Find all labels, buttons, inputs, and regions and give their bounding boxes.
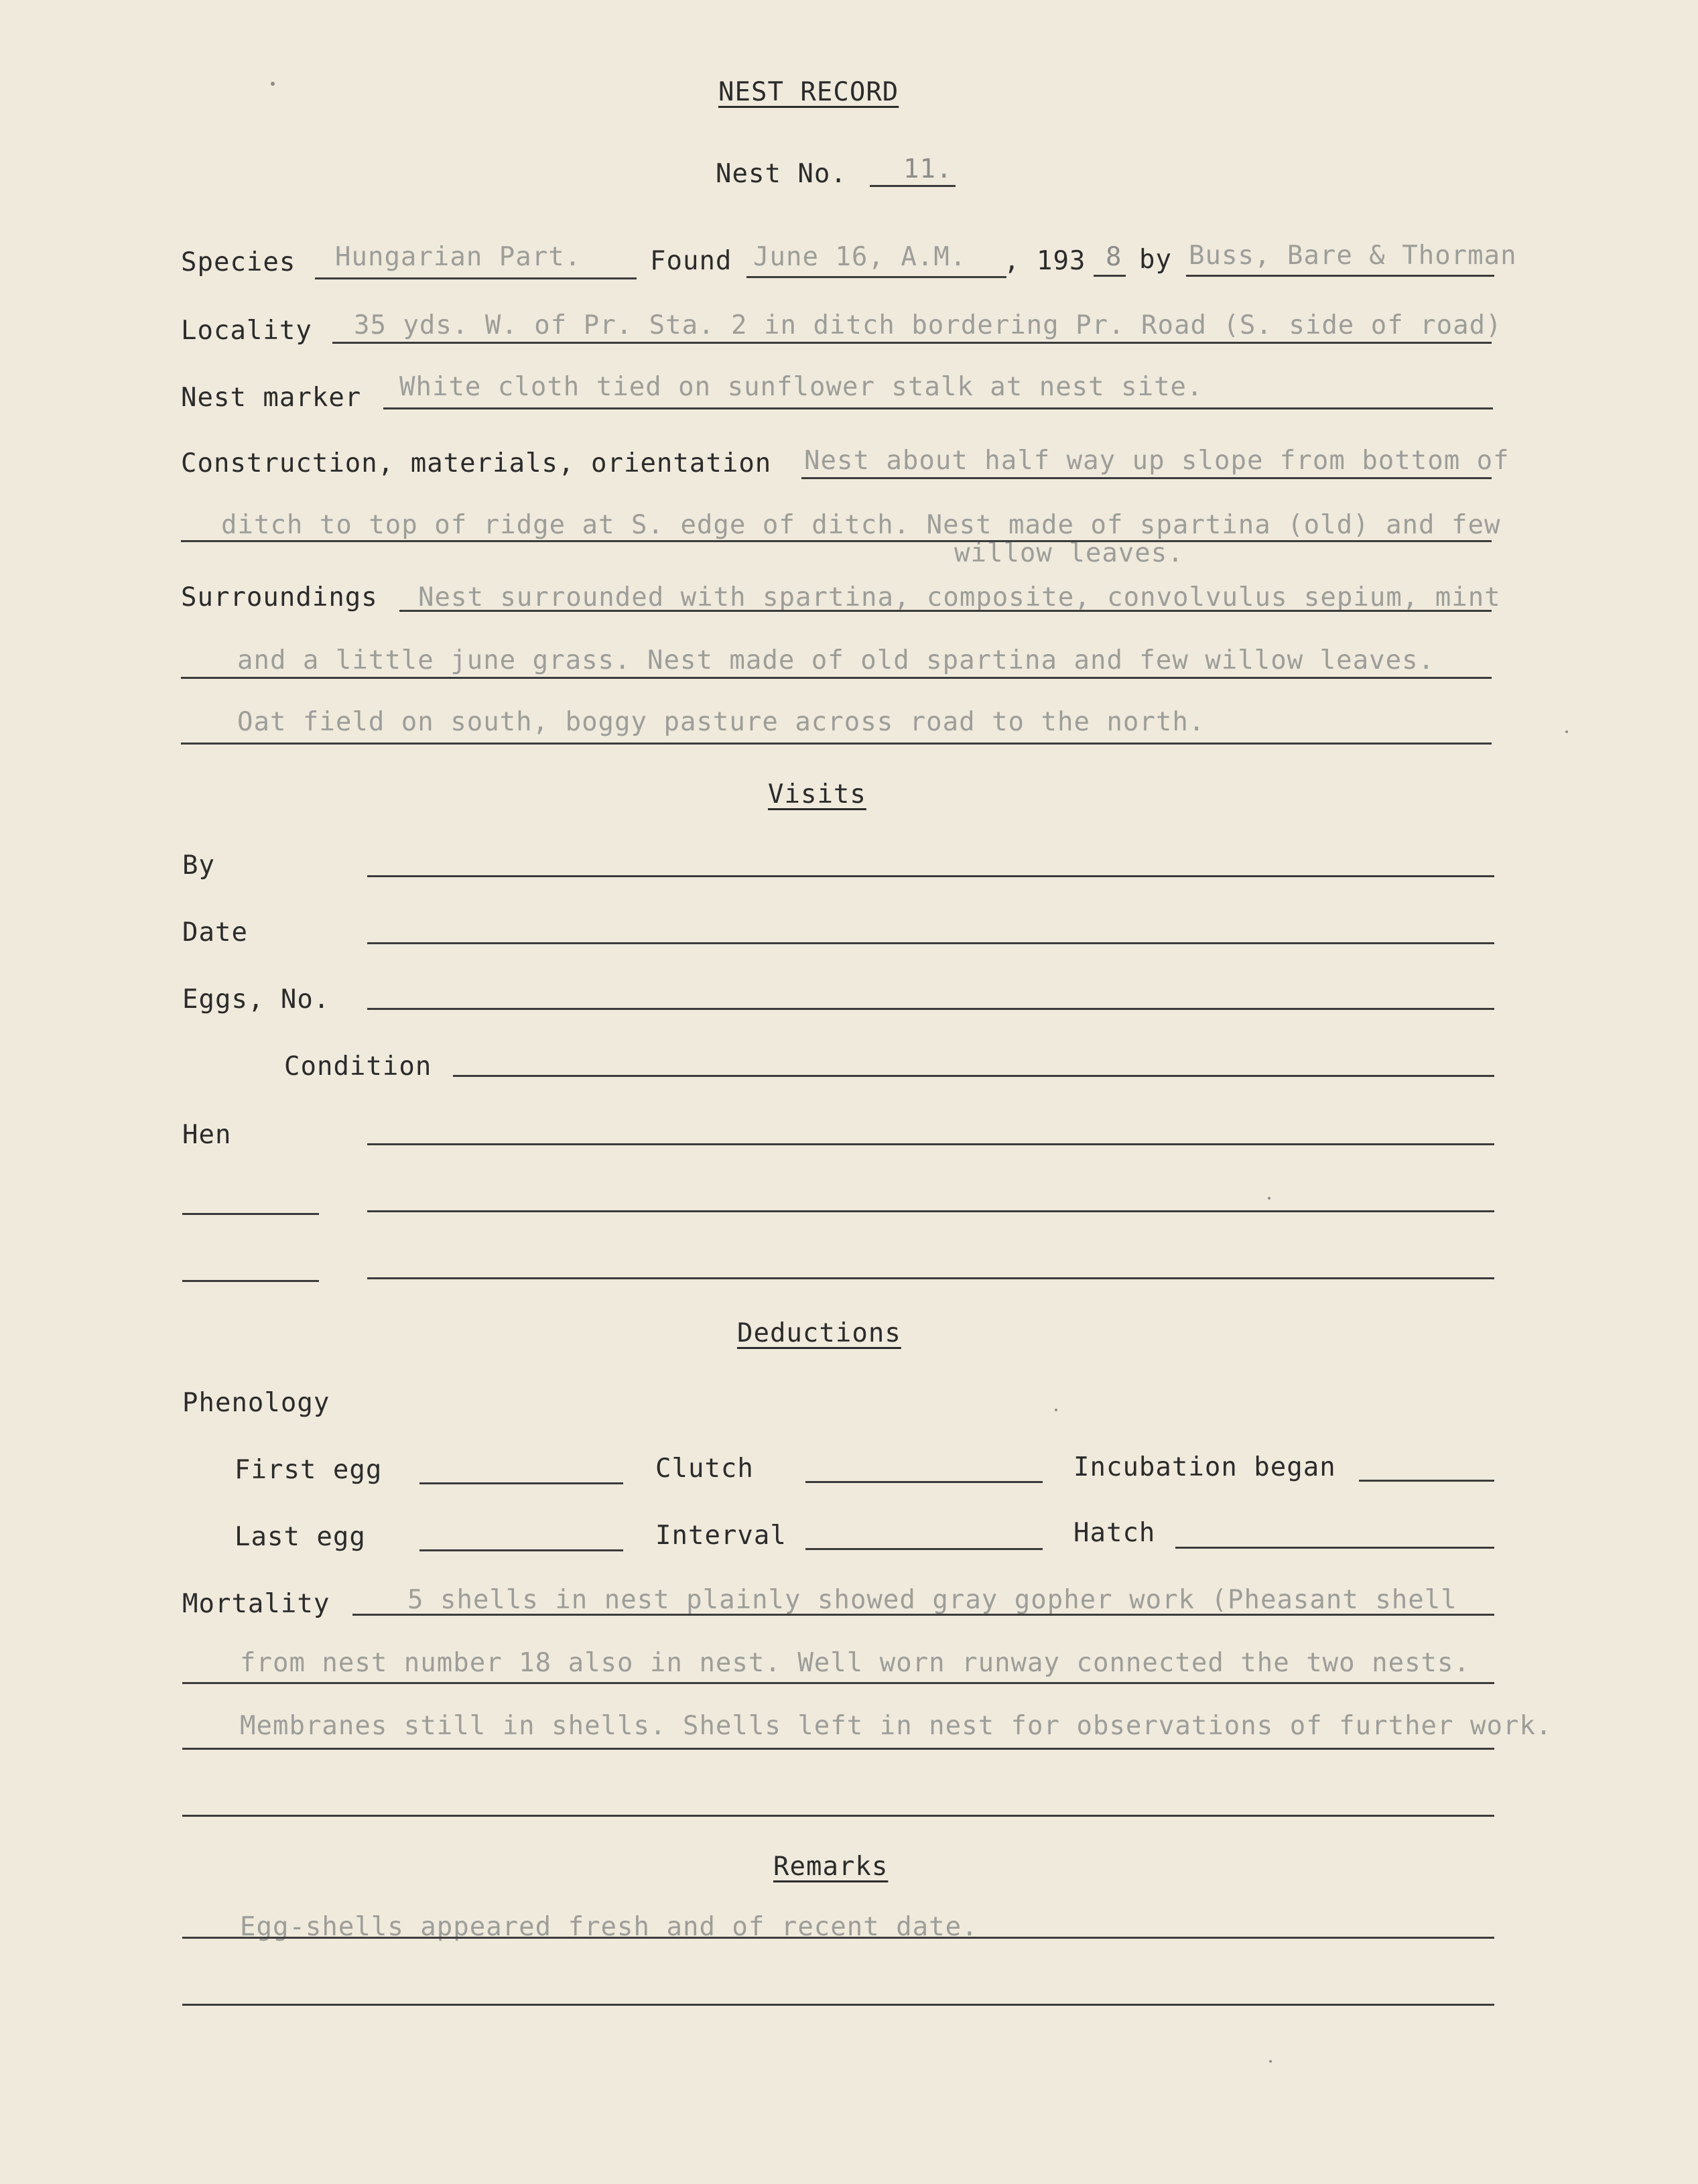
clutch-line [805, 1481, 1043, 1483]
by-value: Buss, Bare & Thorman [1189, 241, 1517, 271]
clutch-label: Clutch [655, 1454, 754, 1484]
by-label: by [1139, 245, 1172, 275]
form-title: NEST RECORD [718, 77, 899, 107]
visits-eggs-label: Eggs, No. [182, 984, 330, 1015]
first-egg-line [419, 1482, 623, 1484]
construction-label: Construction, materials, orientation [181, 448, 772, 478]
surroundings-label: Surroundings [181, 582, 378, 613]
nest-no-value: 11. [903, 154, 953, 184]
remarks-line1: Egg-shells appeared fresh and of recent date. [240, 1912, 978, 1942]
nest-no-label: Nest No. [716, 159, 847, 189]
visits-extra-label-line-2 [182, 1280, 319, 1282]
visits-hen-label: Hen [182, 1120, 232, 1150]
construction-line2b: willow leaves. [954, 538, 1184, 568]
visits-by-line [367, 875, 1494, 877]
year-prefix: , 193 [1004, 246, 1086, 276]
paper-speck [271, 82, 275, 86]
incubation-line [1359, 1480, 1494, 1482]
visits-date-label: Date [182, 917, 248, 948]
visits-title: Visits [768, 779, 866, 810]
species-value: Hungarian Part. [335, 242, 582, 272]
mortality-rule1 [352, 1614, 1494, 1616]
visits-eggs-line [367, 1008, 1494, 1010]
found-line [746, 276, 1006, 278]
found-value: June 16, A.M. [753, 242, 967, 272]
interval-line [805, 1548, 1043, 1550]
year-digit: 8 [1106, 242, 1122, 272]
hatch-line [1175, 1547, 1494, 1549]
mortality-rule4 [182, 1815, 1494, 1817]
mortality-line1: 5 shells in nest plainly showed gray gopher work (Pheasant shell [407, 1585, 1457, 1615]
visits-condition-line [453, 1075, 1494, 1077]
visits-date-line [367, 942, 1494, 944]
paper-speck [1055, 1409, 1057, 1411]
interval-label: Interval [655, 1521, 787, 1551]
construction-rule2 [181, 540, 1492, 542]
last-egg-label: Last egg [235, 1522, 366, 1552]
deductions-title: Deductions [737, 1318, 901, 1348]
mortality-line2: from nest number 18 also in nest. Well worn runway connected the two nests. [240, 1648, 1470, 1678]
mortality-rule2 [182, 1682, 1494, 1684]
paper-speck [1268, 1197, 1270, 1200]
paper-speck [1565, 730, 1568, 733]
mortality-rule3 [182, 1748, 1494, 1750]
locality-line [332, 342, 1492, 344]
year-line [1094, 275, 1126, 277]
construction-rule1 [801, 477, 1492, 479]
remarks-rule2 [182, 2004, 1494, 2006]
remarks-rule1 [182, 1937, 1494, 1939]
nest-no-line [870, 185, 956, 187]
remarks-title: Remarks [773, 1852, 889, 1882]
visits-extra-line-2 [367, 1277, 1494, 1279]
visits-by-label: By [182, 850, 215, 881]
visits-extra-label-line-1 [182, 1213, 319, 1215]
surroundings-rule2 [181, 677, 1492, 679]
visits-condition-label: Condition [284, 1051, 432, 1082]
species-label: Species [181, 247, 296, 277]
mortality-label: Mortality [182, 1589, 330, 1619]
construction-line1: Nest about half way up slope from bottom of [804, 446, 1510, 476]
mortality-line3: Membranes still in shells. Shells left in nest for observations of further work. [240, 1711, 1553, 1741]
phenology-label: Phenology [182, 1388, 330, 1418]
nest-marker-label: Nest marker [181, 383, 362, 413]
locality-label: Locality [181, 316, 312, 346]
paper-speck [1269, 2060, 1272, 2063]
first-egg-label: First egg [235, 1455, 383, 1485]
surroundings-rule3 [181, 743, 1492, 745]
species-line [315, 277, 637, 279]
visits-hen-line [367, 1143, 1494, 1145]
hatch-label: Hatch [1073, 1518, 1156, 1548]
nest-marker-value: White cloth tied on sunflower stalk at nest site. [399, 372, 1203, 402]
surroundings-rule1 [399, 610, 1492, 612]
by-line [1186, 275, 1494, 277]
incubation-label: Incubation began [1073, 1452, 1336, 1482]
locality-value: 35 yds. W. of Pr. Sta. 2 in ditch bordering Pr. Road (S. side of road) [354, 310, 1502, 340]
last-egg-line [419, 1549, 623, 1551]
surroundings-line2: and a little june grass. Nest made of old spartina and few willow leaves. [237, 645, 1435, 676]
surroundings-line3: Oat field on south, boggy pasture across road to the north. [237, 707, 1205, 737]
found-label: Found [650, 246, 732, 276]
construction-line2: ditch to top of ridge at S. edge of ditch. Nest made of spartina (old) and few [221, 510, 1501, 540]
nest-marker-line [383, 407, 1493, 409]
surroundings-line1: Nest surrounded with spartina, composite, convolvulus sepium, mint [418, 582, 1501, 613]
visits-extra-line-1 [367, 1210, 1494, 1212]
